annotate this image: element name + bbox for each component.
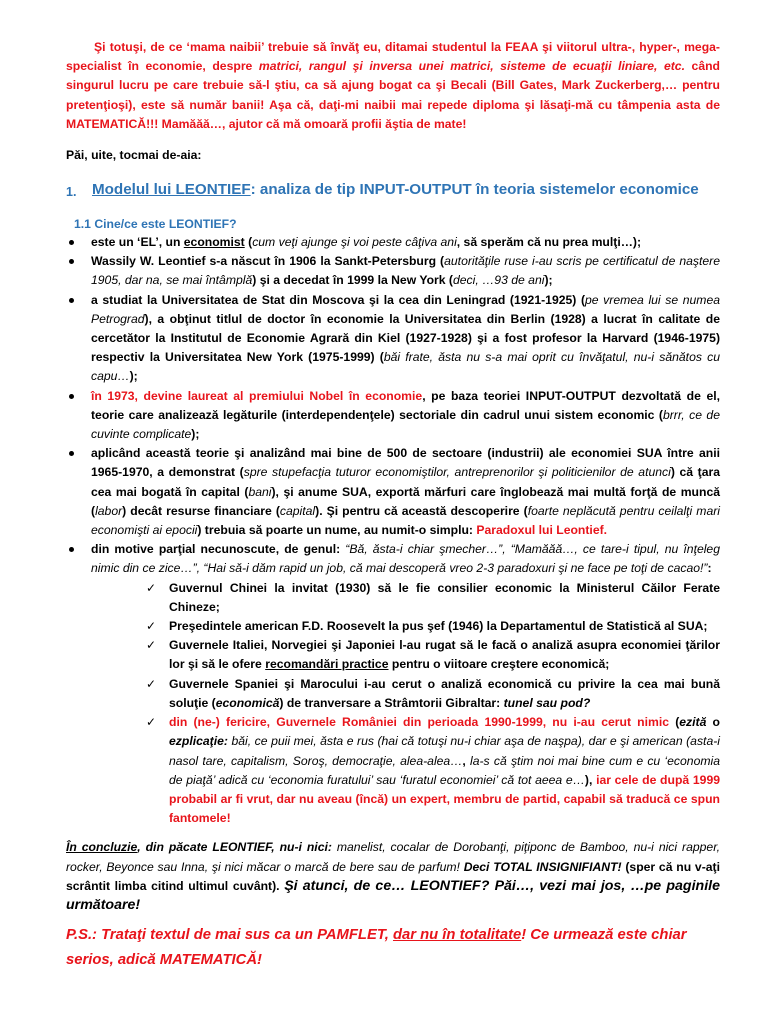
bullet-item: în 1973, devine laureat al premiului Nobel în economie, pe baza teoriei INPUT-OUTPUT dezvoltată de el, teorie care analizează legăturile (interdependenţele) sectoriale din cadrul unui sistem economic (brrr, ce de cuvinte complicate); <box>66 387 720 445</box>
section-title-rest: : analiza de tip INPUT-OUTPUT în teoria sistemelor economice <box>250 181 699 199</box>
section-title-name: Modelul lui LEONTIEF <box>92 181 251 199</box>
bullet-item: Wassily W. Leontief s-a născut în 1906 la Sankt-Petersburg (autorităţile ruse i-au scris pe certificatul de naştere 1905, dar na, se mai întâmplă) şi a decedat în 1999 la New York (deci, …93 de ani); <box>66 252 720 290</box>
checkmark-icon: ✓ <box>146 619 157 634</box>
bullet-item: aplicând această teorie şi analizând mai bine de 500 de sectoare (industrii) ale economiei SUA între anii 1965-1970, a demonstrat (spre stupefacţia tuturor economiştilor, antreprenorilor şi politicienilor de atunci) că ţara cea mai bogată în capital (bani), şi anume SUA, exportă mărfuri care înglobează mai multă forţă de muncă (labor) decât resurse financiare (capital). Şi pentru că această descoperire (foarte neplăcută pentru ceilalţi mari economişti ai epocii) trebuia să poarte un nume, au numit-o simplu: Paradoxul lui Leontief. <box>66 444 720 540</box>
checkmark-item: ✓ Guvernele Spaniei şi Marocului i-au cerut o analiză economică cu privire la cea mai bună soluţie (economică) de tranversare a Strâmtorii Gibraltar: tunel sau pod? <box>146 676 720 710</box>
checkmark-item: ✓ Guvernele Italiei, Norvegiei şi Japoniei l-au rugat să le facă o analiză asupra economiei ţărilor lor şi să le ofere recomandări practice pentru o viitoare creştere economică; <box>146 638 720 672</box>
checkmark-icon: ✓ <box>146 715 157 730</box>
intro-text-2: când singurul lucru pe care trebuie să-l ştiu, ca să ajung bogat ca şi Becali (Bill Gates, Mark Zuckerberg,… pentru pretenţioşi), este să număr banii! Aşa că, daţi-mi naibii mai repede diploma şi lăsaţi-mă cu tâmpenia asta de MATEMATICĂ!!! Mamăăă…, ajutor că mă omoară profii ăştia de mate! <box>66 59 720 131</box>
section-number: 1. <box>66 185 77 200</box>
ps-note: P.S.: Trataţi textul de mai sus ca un PAMFLET, dar nu în totalitate! Ce urmează este chiar serios, adică MATEMATICĂ! <box>66 927 687 969</box>
checkmark-icon: ✓ <box>146 580 157 595</box>
intro-text-1: Şi totuşi, de ce ‘mama naibii’ trebuie să învăţ eu, ditamai studentul la FEAA şi viitorul ultra-, hyper-, mega-specialist în economie, despre <box>66 40 720 74</box>
section-heading <box>66 180 720 202</box>
section-title <box>92 180 699 202</box>
bullet-item: din motive parţial necunoscute, de genul: “Bă, ăsta-i chiar şmecher…”, “Mamăăă…, ce tare-i tipul, nu înţeleg nimic din ce zice…”, “Hai să-i dăm rapid un job, că mai descoperă vreo 2-3 paradoxuri şi ne face pe toţi de cacao!”: ✓ Guvernul Chinei la invitat (1930) să le fie consilier economic la Ministerul Căilor Ferate Chineze; ✓ Preşedintele american F.D. Roosevelt la pus şef (1946) la Departamentul de Statistică al SUA; ✓ Guvernele Italiei, Norvegiei şi Japoniei l-au rugat să le facă o analiză asupra economiei ţărilor lor şi să le ofere recomandări practice pentru o viitoare creştere economică; ✓ Guvernele Spaniei şi Marocului i-au cerut o analiză economică cu privire la cea mai bună soluţie (economică) de tranversare a Strâmtorii Gibraltar: tunel sau pod? ✓ din (ne-) fericire, Guvernele României din perioada 1990-1999, nu i-au cerut nimic (ezită o ezplicaţie: băi, ce puii mei, ăsta e rus (hai că totuşi nu-i chiar aşa de naşpa), dar e şi american (asta-i nasol tare, capitalism, Soroş, democraţie, alea-alea…, la-s că ştim noi mai bine cum e cu ‘economia de piaţă’ adică cu ‘economia furatului’ sau ‘furatul economiei’ că tot aeea e…), iar cele de după 1999 probabil ar fi vrut, dar nu aveau (încă) un expert, membru de partid, capabil să traducă ce spun fantomele! <box>66 540 720 828</box>
bullet-list <box>66 233 720 828</box>
intro-paragraph <box>66 38 720 134</box>
conclusion-paragraph: În concluzie, din păcate LEONTIEF, nu-i nici: manelist, cocalar de Dorobanţi, piţiponc de Bamboo, nu-i nici rapper, rocker, Beyonce sau Inna, şi nici măcar o marcă de bere sau de parfum! Deci TOTAL INSIGNIFIANT! (sper că nu v-aţi scrântit limba citind ultimul cuvânt). Şi atunci, de ce… LEONTIEF? Păi…, vezi mai jos, …pe paginile următoare! <box>66 840 720 913</box>
subsection-heading: 1.1 Cine/ce este LEONTIEF? <box>74 217 237 232</box>
bullet-item: este un ‘EL’, un economist (cum veţi ajunge şi voi peste câţiva ani, să sperăm că nu prea mulţi…); <box>66 233 720 252</box>
checkmark-list <box>91 579 720 829</box>
checkmark-icon: ✓ <box>146 676 157 691</box>
checkmark-item: ✓ Preşedintele american F.D. Roosevelt la pus şef (1946) la Departamentul de Statistică al SUA; <box>146 617 720 636</box>
bullet-item: a studiat la Universitatea de Stat din Moscova şi la cea din Leningrad (1921-1925) (pe vremea lui se numea Petrograd), a obţinut titlul de doctor în economie la Universitatea din Berlin (1928) a lucrat în calitate de cercetător la Institutul de Economie Agrară din Kiel (1927-1928) şi a fost profesor la Harvard (1946-1975) respectiv la Universitatea New York (1975-1999) (băi frate, ăsta nu s-a mai oprit cu învăţatul, nu-i sănătos cu capu…); <box>66 291 720 387</box>
transition-line: Păi, uite, tocmai de-aia: <box>66 148 202 163</box>
intro-topics: matrici, rangul şi inversa unei matrici, sisteme de ecuaţii liniare, etc. <box>258 59 685 74</box>
checkmark-item: ✓ Guvernul Chinei la invitat (1930) să le fie consilier economic la Ministerul Căilor Ferate Chineze; <box>146 580 720 614</box>
checkmark-icon: ✓ <box>146 638 157 653</box>
checkmark-item: ✓ din (ne-) fericire, Guvernele României din perioada 1990-1999, nu i-au cerut nimic (ezită o ezplicaţie: băi, ce puii mei, ăsta e rus (hai că totuşi nu-i chiar aşa de naşpa), dar e şi american (asta-i nasol tare, capitalism, Soroş, democraţie, alea-alea…, la-s că ştim noi mai bine cum e cu ‘economia de piaţă’ adică cu ‘economia furatului’ sau ‘furatul economiei’ că tot aeea e…), iar cele de după 1999 probabil ar fi vrut, dar nu aveau (încă) un expert, membru de partid, capabil să traducă ce spun fantomele! <box>146 715 721 826</box>
